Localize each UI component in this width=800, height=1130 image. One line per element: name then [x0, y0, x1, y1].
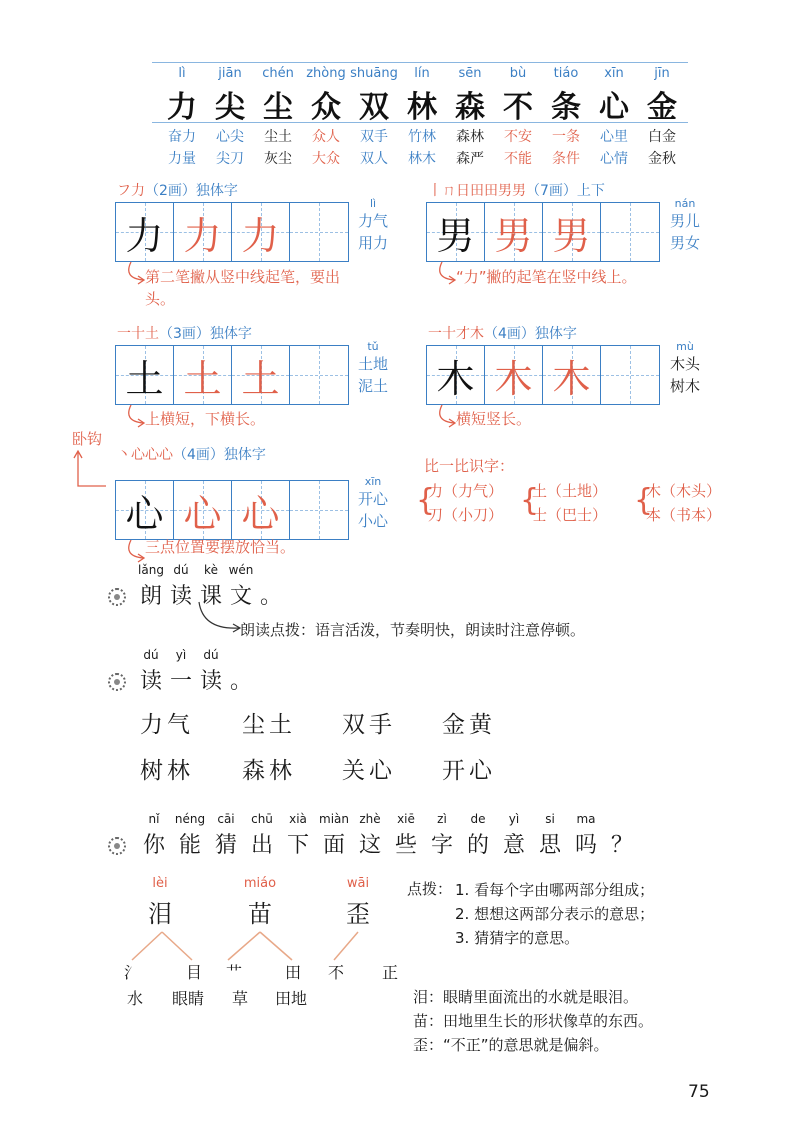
grid-cell	[232, 346, 290, 404]
grid-cell	[543, 203, 601, 261]
guess-char: 泪	[148, 900, 172, 928]
grid-char: 力	[183, 213, 222, 258]
side-word: 土地	[358, 355, 389, 373]
tip-item: 1. 看每个字由哪两部分组成；	[455, 881, 655, 899]
tips-label: 点拨：	[407, 880, 453, 898]
title-char	[424, 812, 460, 859]
header-word: 尖刀	[216, 151, 244, 167]
title-pinyin: xià	[289, 812, 307, 826]
title-hanzi: 猜	[214, 833, 237, 858]
title-pinyin: dú	[203, 648, 219, 662]
writing-grid-xin	[115, 480, 349, 540]
title-pinyin: lǎng	[138, 563, 164, 577]
title-pinyin	[256, 563, 286, 579]
grid-cell	[116, 203, 174, 261]
title-pinyin: zì	[437, 812, 447, 826]
grid-char: 心	[183, 491, 222, 536]
title-char	[136, 812, 172, 859]
grid-char: 木	[494, 356, 533, 401]
grid-char: 心	[125, 491, 164, 536]
side-words-tu	[358, 341, 388, 397]
grid-cell	[601, 346, 659, 404]
title-pinyin: yì	[508, 812, 520, 826]
header-char: 森	[455, 90, 485, 125]
title-char	[196, 648, 226, 695]
guess-char: 歪	[346, 900, 370, 928]
title-pinyin: dú	[143, 648, 159, 662]
read-aloud-tip: 朗读点拨：语言活泼，节奏明快，朗读时注意停顿。	[240, 621, 586, 639]
title-char	[244, 812, 280, 859]
title-char	[256, 563, 286, 610]
grid-header-nan	[428, 180, 605, 200]
title-pinyin: ma	[576, 812, 596, 826]
compare-item: 刀（小刀）	[428, 506, 504, 524]
side-words-li	[358, 198, 388, 254]
header-pinyin: shuāng	[350, 66, 398, 81]
char-part: 正	[382, 963, 399, 982]
char-part: 艹	[226, 963, 243, 982]
header-word: 尘土	[264, 129, 292, 145]
side-pinyin: lì	[369, 197, 377, 210]
stroke-order: 丨ㄇ日田田男男	[428, 183, 526, 199]
grid-cell	[485, 346, 543, 404]
grid-cell	[232, 203, 290, 261]
header-word: 灰尘	[264, 151, 292, 167]
grid-cell	[427, 346, 485, 404]
page-number: 75	[688, 1082, 710, 1102]
title-pinyin	[226, 648, 256, 664]
grid-cell	[601, 203, 659, 261]
title-pinyin: si	[545, 812, 555, 826]
word: 树林	[140, 758, 194, 784]
header-pinyin: chén	[262, 66, 294, 81]
stroke-order: 一十土	[117, 326, 159, 342]
header-char: 林	[407, 90, 437, 125]
header-pinyin: jīn	[654, 66, 670, 81]
char-part: 田	[285, 963, 302, 982]
title-char	[136, 648, 166, 695]
title-hanzi: 朗	[139, 584, 162, 609]
char-part: 氵	[124, 963, 141, 982]
title-pinyin: nǐ	[148, 812, 160, 826]
guess-pinyin: lèi	[152, 876, 168, 891]
title-hanzi: 能	[178, 833, 201, 858]
word: 开心	[442, 758, 496, 784]
char-info: （3画）独体字	[159, 326, 252, 342]
title-pinyin	[604, 812, 640, 828]
grid-header-xin	[117, 444, 266, 464]
grid-char: 力	[125, 213, 164, 258]
header-char: 心	[599, 90, 629, 125]
part-meaning: 水	[127, 989, 144, 1008]
section-guess	[108, 812, 640, 859]
title-char	[388, 812, 424, 859]
header-char: 力	[167, 90, 197, 125]
header-pinyin: zhòng	[306, 66, 346, 81]
header-pinyin: lì	[178, 66, 186, 81]
header-word: 不安	[504, 129, 532, 145]
header-word: 心里	[600, 129, 628, 145]
grid-header-tu	[117, 323, 252, 343]
header-char: 众	[311, 90, 341, 125]
title-hanzi: 读	[199, 669, 222, 694]
header-char: 条	[551, 90, 581, 125]
tip-arrow	[430, 260, 460, 290]
header-words	[350, 126, 398, 170]
header-char: 不	[503, 90, 533, 125]
header-word: 双手	[360, 129, 388, 145]
title-pinyin: chū	[251, 812, 273, 826]
side-words-xin	[358, 476, 388, 532]
header-word: 大众	[312, 151, 340, 167]
header-words	[302, 126, 350, 170]
tip-arrow	[119, 403, 149, 433]
header-word: 金秋	[648, 151, 676, 167]
title-char	[460, 812, 496, 859]
header-words	[494, 126, 542, 170]
grid-header-li	[117, 180, 238, 200]
title-hanzi: 些	[394, 833, 417, 858]
header-word: 双人	[360, 151, 388, 167]
header-char: 尖	[215, 90, 245, 125]
title-pinyin: dú	[173, 563, 189, 577]
header-top-line	[152, 62, 688, 63]
grid-cell	[174, 203, 232, 261]
title-pinyin: kè	[204, 563, 218, 577]
guess-pinyin: wāi	[346, 876, 370, 891]
header-pinyin: jiān	[218, 66, 242, 81]
side-word: 用力	[358, 234, 389, 252]
header-word: 白金	[648, 129, 676, 145]
word: 力气	[140, 712, 194, 738]
title-char	[166, 563, 196, 610]
side-pinyin: tǔ	[367, 340, 379, 353]
side-pinyin: nán	[674, 197, 696, 210]
char-info: （7画）上下	[526, 183, 605, 199]
header-pinyin: xīn	[604, 66, 624, 81]
title-hanzi: 面	[322, 833, 345, 858]
grid-char: 土	[241, 356, 280, 401]
compare-brace: {	[634, 483, 654, 518]
grid-char: 木	[552, 356, 591, 401]
grid-cell	[543, 346, 601, 404]
title-hanzi: 的	[466, 833, 489, 858]
title-hanzi: 一	[169, 669, 192, 694]
explanation-item: 歪：“不正”的意思就是偏斜。	[413, 1036, 609, 1054]
side-pinyin: xīn	[364, 475, 382, 488]
header-char: 双	[359, 90, 389, 125]
grid-char: 木	[436, 356, 475, 401]
title-hanzi: 字	[430, 833, 453, 858]
grid-cell	[290, 346, 348, 404]
title-char	[496, 812, 532, 859]
grid-cell	[174, 481, 232, 539]
grid-cell	[427, 203, 485, 261]
title-pinyin: yì	[175, 648, 187, 662]
explanation-item: 泪：眼睛里面流出的水就是眼泪。	[413, 988, 639, 1006]
part-meaning: 草	[232, 989, 249, 1008]
header-char: 金	[647, 90, 677, 125]
word: 金黄	[442, 712, 496, 738]
header-pinyin: lín	[414, 66, 430, 81]
header-word: 条件	[552, 151, 580, 167]
grid-char: 男	[436, 213, 475, 258]
stroke-order: 丶心心心	[117, 447, 173, 463]
tips-list	[455, 878, 654, 950]
grid-cell	[116, 346, 174, 404]
title-char	[280, 812, 316, 859]
writing-tip-xin: 三点位置要摆放恰当。	[145, 538, 296, 556]
compare-item: 士（巴士）	[532, 506, 608, 524]
side-word: 泥土	[358, 377, 389, 395]
title-hanzi: 读	[139, 669, 162, 694]
header-word: 心情	[600, 151, 628, 167]
header-pinyin: tiáo	[553, 66, 579, 81]
compare-item: 本（书本）	[646, 506, 722, 524]
grid-cell	[116, 481, 174, 539]
header-word: 不能	[504, 151, 532, 167]
title-hanzi: 意	[502, 833, 525, 858]
side-word: 开心	[358, 490, 389, 508]
title-char	[532, 812, 568, 859]
header-word: 林木	[408, 151, 436, 167]
compare-brace: {	[520, 483, 540, 518]
title-char	[208, 812, 244, 859]
title-pinyin: zhè	[359, 812, 381, 826]
flower-icon	[108, 673, 126, 691]
word: 双手	[342, 712, 396, 738]
grid-char: 土	[125, 356, 164, 401]
tip-item: 2. 想想这两部分表示的意思；	[455, 905, 655, 923]
header-words	[590, 126, 638, 170]
writing-tip-tu: 上横短，下横长。	[145, 410, 266, 428]
header-char: 尘	[263, 90, 293, 125]
title-char	[604, 812, 640, 859]
part-meaning: 眼睛	[172, 989, 205, 1008]
title-pinyin: wén	[228, 563, 254, 577]
header-word: 奋力	[168, 129, 196, 145]
grid-char: 力	[241, 213, 280, 258]
writing-tip-li: 第二笔撇从竖中线起笔，要出头。	[145, 268, 341, 308]
stroke-order: 一十才木	[428, 326, 484, 342]
title-hanzi: 出	[250, 833, 273, 858]
header-word: 竹林	[408, 129, 436, 145]
header-words	[542, 126, 590, 170]
header-word: 众人	[312, 129, 340, 145]
writing-grid-mu	[426, 345, 660, 405]
title-hanzi: 吗	[574, 833, 597, 858]
title-pinyin: de	[470, 812, 486, 826]
header-words	[398, 126, 446, 170]
grid-cell	[290, 203, 348, 261]
flower-icon	[108, 837, 126, 855]
compare-item: 木（木头）	[646, 482, 722, 500]
part-meaning: 田地	[275, 989, 308, 1008]
title-char	[136, 563, 166, 610]
title-char	[352, 812, 388, 859]
writing-tip-mu: 横短竖长。	[456, 410, 532, 428]
grid-char: 男	[494, 213, 533, 258]
title-hanzi: 课	[199, 584, 222, 609]
header-pinyin: bù	[509, 66, 527, 81]
title-hanzi: 文	[229, 584, 252, 609]
header-words	[638, 126, 686, 170]
header-words	[158, 126, 206, 170]
explanation-item: 苗：田地里生长的形状像草的东西。	[413, 1012, 654, 1030]
grid-cell	[232, 481, 290, 539]
grid-cell	[485, 203, 543, 261]
stroke-order: フ力	[117, 183, 145, 199]
grid-char: 土	[183, 356, 222, 401]
char-info: （4画）独体字	[484, 326, 577, 342]
title-hanzi: 思	[538, 833, 561, 858]
word: 关心	[342, 758, 396, 784]
side-word: 男女	[670, 234, 701, 252]
side-word: 男儿	[670, 212, 701, 230]
compare-title: 比一比识字：	[424, 457, 515, 475]
char-info: （4画）独体字	[173, 447, 266, 463]
writing-grid-nan	[426, 202, 660, 262]
side-words-nan	[670, 198, 700, 254]
hook-arrow	[70, 448, 110, 498]
grid-cell	[290, 481, 348, 539]
grid-char: 男	[552, 213, 591, 258]
tip-arrow	[430, 403, 460, 433]
compare-brace: {	[416, 483, 436, 518]
char-part: 不	[328, 963, 345, 982]
header-word: 一条	[552, 129, 580, 145]
title-hanzi: 。	[259, 584, 282, 609]
explanations	[413, 985, 653, 1057]
side-word: 树木	[670, 377, 701, 395]
title-hanzi: 下	[286, 833, 309, 858]
side-word: 小心	[358, 512, 389, 530]
header-word: 力量	[168, 151, 196, 167]
grid-cell	[174, 346, 232, 404]
writing-grid-tu	[115, 345, 349, 405]
side-words-mu	[670, 341, 700, 397]
char-part: 目	[186, 963, 203, 982]
title-hanzi: 读	[169, 584, 192, 609]
writing-grid-li	[115, 202, 349, 262]
header-words	[254, 126, 302, 170]
header-pinyin: sēn	[458, 66, 482, 81]
tip-arrow	[119, 260, 149, 290]
grid-char: 心	[241, 491, 280, 536]
title-hanzi: 。	[229, 669, 252, 694]
compare-item: 力（力气）	[428, 482, 504, 500]
header-word: 心尖	[216, 129, 244, 145]
flower-icon	[108, 588, 126, 606]
title-hanzi: 你	[142, 833, 165, 858]
title-char	[316, 812, 352, 859]
header-words	[446, 126, 494, 170]
title-hanzi: ？	[610, 833, 633, 858]
tip-item: 3. 猜猜字的意思。	[455, 929, 580, 947]
side-word: 木头	[670, 355, 701, 373]
guess-char: 苗	[248, 900, 272, 928]
writing-tip-nan: “力”撇的起笔在竖中线上。	[456, 268, 637, 286]
side-word: 力气	[358, 212, 389, 230]
title-char	[166, 648, 196, 695]
title-char	[568, 812, 604, 859]
title-char	[172, 812, 208, 859]
title-char	[226, 648, 256, 695]
hook-label: 卧钩	[72, 430, 103, 448]
header-words	[206, 126, 254, 170]
header-word: 森严	[456, 151, 484, 167]
tip-arrow	[195, 600, 245, 636]
side-pinyin: mù	[676, 340, 694, 353]
title-hanzi: 这	[358, 833, 381, 858]
grid-header-mu	[428, 323, 577, 343]
guess-pinyin: miáo	[243, 876, 277, 891]
section-read	[108, 648, 256, 695]
word: 尘土	[242, 712, 296, 738]
title-pinyin: cāi	[217, 812, 235, 826]
compare-item: 土（土地）	[532, 482, 608, 500]
title-pinyin: néng	[174, 812, 206, 826]
title-pinyin: miàn	[319, 812, 349, 826]
word: 森林	[242, 758, 296, 784]
title-pinyin: xiē	[397, 812, 415, 826]
char-info: （2画）独体字	[145, 183, 238, 199]
header-word: 森林	[456, 129, 484, 145]
